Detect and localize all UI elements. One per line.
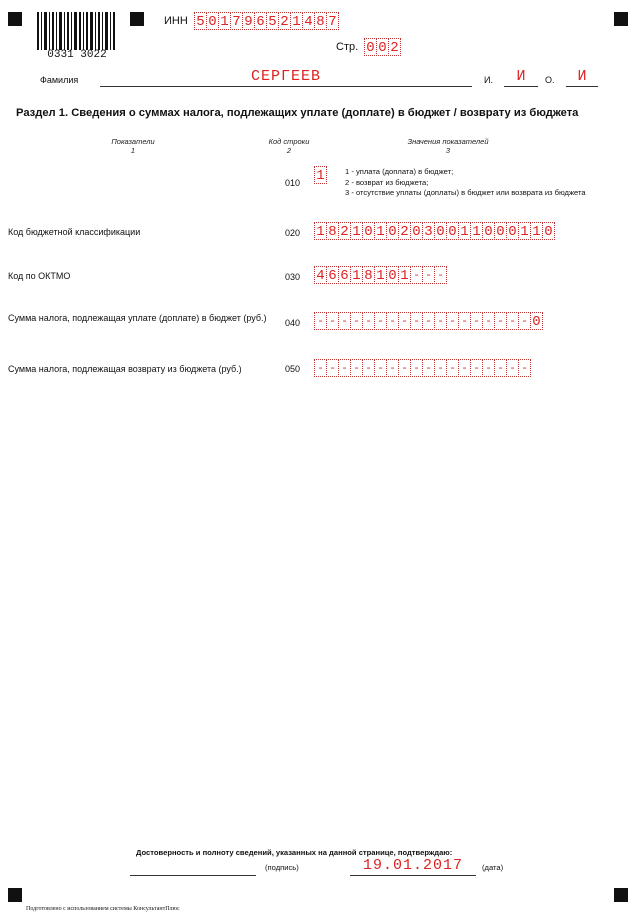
row-050-cell[interactable]: - [338, 359, 351, 377]
row-020-cell[interactable]: 0 [542, 222, 555, 240]
inn-cell[interactable]: 9 [242, 12, 255, 30]
row-050-cell[interactable]: - [470, 359, 483, 377]
row-030-cell[interactable]: - [434, 266, 447, 284]
initial-i-label: И. [484, 75, 493, 85]
row-050-cell[interactable]: - [374, 359, 387, 377]
row-040-cell[interactable]: - [518, 312, 531, 330]
inn-cell[interactable]: 1 [218, 12, 231, 30]
row-040-cell[interactable]: - [314, 312, 327, 330]
initial-o-value[interactable]: И [577, 68, 587, 85]
row-020-code: 020 [285, 228, 301, 238]
row-020-cell[interactable]: 2 [338, 222, 351, 240]
signature-label: (подпись) [265, 863, 299, 872]
row-030-code: 030 [285, 272, 301, 282]
row-020-cell[interactable]: 1 [518, 222, 531, 240]
date-value[interactable]: 19.01.2017 [362, 857, 463, 874]
row-040-cell[interactable]: - [458, 312, 471, 330]
row-020-cell[interactable]: 0 [362, 222, 375, 240]
row-040-cell[interactable]: - [494, 312, 507, 330]
row-050-cell[interactable]: - [494, 359, 507, 377]
row-050-cell[interactable]: - [518, 359, 531, 377]
row-040-cell[interactable]: - [422, 312, 435, 330]
row-010-code: 010 [285, 178, 301, 188]
prepared-note: Подготовлено с использованием системы КонсультантПлюс [26, 906, 180, 912]
row-040-cell[interactable]: - [350, 312, 363, 330]
inn-cell[interactable]: 0 [206, 12, 219, 30]
row-020-cell[interactable]: 0 [494, 222, 507, 240]
row-050-cell[interactable]: - [386, 359, 399, 377]
row-040-cell[interactable]: - [386, 312, 399, 330]
row-050-cell[interactable]: - [326, 359, 339, 377]
row-010-notes [345, 167, 586, 199]
corner-marker-top-mid [130, 12, 144, 26]
row-040-cell[interactable]: - [338, 312, 351, 330]
signature-line[interactable] [130, 875, 256, 876]
row-050-code: 050 [285, 364, 301, 374]
row-030-label: Код по ОКТМО [8, 271, 71, 281]
row-040-cell[interactable]: 0 [530, 312, 543, 330]
barcode-number: 0331 3022 [47, 49, 107, 61]
date-line [350, 875, 476, 876]
row-020-cell[interactable]: 1 [374, 222, 387, 240]
row-020-cell[interactable]: 1 [530, 222, 543, 240]
inn-field[interactable] [194, 12, 338, 30]
corner-marker-bottom-left [8, 888, 22, 902]
row-030-cell[interactable]: - [410, 266, 423, 284]
row-030-cell[interactable]: 1 [374, 266, 387, 284]
col-header-code [254, 137, 324, 155]
surname-label: Фамилия [40, 75, 79, 85]
row-040-label: Сумма налога, подлежащая уплате (доплате) в бюджет (руб.) [8, 313, 267, 323]
col-header-code-text: Код строки [268, 137, 310, 146]
initial-i-line [504, 86, 538, 87]
row-030-cell[interactable]: 6 [326, 266, 339, 284]
col-header-indicators-num: 1 [130, 146, 136, 155]
initial-o-label: О. [545, 75, 555, 85]
inn-cell[interactable]: 5 [266, 12, 279, 30]
row-010-note-1: 1 - уплата (доплата) в бюджет; [345, 167, 454, 176]
row-050-cell[interactable]: - [398, 359, 411, 377]
row-020-cell[interactable]: 0 [386, 222, 399, 240]
row-030-cell[interactable]: 1 [350, 266, 363, 284]
row-010-note-3: 3 - отсутствие уплаты (доплаты) в бюджет или возврата из бюджета [345, 188, 586, 197]
col-header-indicators [83, 137, 183, 155]
row-050-cell[interactable]: - [446, 359, 459, 377]
row-040-cell[interactable]: - [506, 312, 519, 330]
inn-label: ИНН [164, 15, 188, 27]
col-header-indicators-text: Показатели [111, 137, 155, 146]
row-050-cell[interactable]: - [506, 359, 519, 377]
corner-marker-top-left [8, 12, 22, 26]
row-050-cell[interactable]: - [482, 359, 495, 377]
row-030-cell[interactable]: 0 [386, 266, 399, 284]
date-label: (дата) [482, 863, 504, 872]
row-020-cell[interactable]: 0 [506, 222, 519, 240]
row-030-cell[interactable]: 1 [398, 266, 411, 284]
row-040-cell[interactable]: - [470, 312, 483, 330]
row-050-cell[interactable]: - [350, 359, 363, 377]
row-050-cell[interactable]: - [410, 359, 423, 377]
page-number-field[interactable] [364, 38, 400, 56]
inn-cell[interactable]: 1 [290, 12, 303, 30]
barcode [36, 12, 118, 61]
initial-o-line [566, 86, 598, 87]
row-040-cell[interactable]: - [446, 312, 459, 330]
row-030-cell[interactable]: 6 [338, 266, 351, 284]
row-030-cell[interactable]: 4 [314, 266, 327, 284]
row-040-cell[interactable]: - [326, 312, 339, 330]
row-020-cell[interactable]: 0 [410, 222, 423, 240]
row-030-value-field[interactable] [314, 266, 446, 284]
row-020-label: Код бюджетной классификации [8, 227, 141, 237]
confirm-text: Достоверность и полноту сведений, указанных на данной странице, подтверждаю: [136, 848, 453, 857]
row-030-cell[interactable]: - [422, 266, 435, 284]
row-040-code: 040 [285, 318, 301, 328]
row-020-cell[interactable]: 0 [446, 222, 459, 240]
row-050-cell[interactable]: - [314, 359, 327, 377]
row-040-cell[interactable]: - [374, 312, 387, 330]
row-020-cell[interactable]: 1 [314, 222, 327, 240]
row-020-value-field[interactable] [314, 222, 554, 240]
row-020-cell[interactable]: 3 [422, 222, 435, 240]
row-020-cell[interactable]: 1 [470, 222, 483, 240]
barcode-bars [36, 12, 118, 50]
inn-cell[interactable]: 5 [194, 12, 207, 30]
row-020-cell[interactable]: 1 [458, 222, 471, 240]
initial-i-value[interactable]: И [516, 68, 526, 85]
row-020-cell[interactable]: 0 [482, 222, 495, 240]
row-050-cell[interactable]: - [458, 359, 471, 377]
inn-cell[interactable]: 8 [314, 12, 327, 30]
inn-cell[interactable]: 7 [230, 12, 243, 30]
surname-line [100, 86, 472, 87]
surname-value[interactable]: СЕРГЕЕВ [250, 68, 321, 85]
row-020-cell[interactable]: 1 [350, 222, 363, 240]
col-header-values [388, 137, 508, 155]
row-010-value-field[interactable] [314, 166, 326, 184]
row-020-cell[interactable]: 8 [326, 222, 339, 240]
row-020-cell[interactable]: 0 [434, 222, 447, 240]
row-010-cell[interactable]: 1 [314, 166, 327, 184]
corner-marker-top-right [614, 12, 628, 26]
inn-cell[interactable]: 2 [278, 12, 291, 30]
row-050-label: Сумма налога, подлежащая возврату из бюджета (руб.) [8, 364, 242, 374]
inn-cell[interactable]: 4 [302, 12, 315, 30]
inn-cell[interactable]: 6 [254, 12, 267, 30]
row-040-cell[interactable]: - [410, 312, 423, 330]
page-cell[interactable]: 0 [376, 38, 389, 56]
corner-marker-bottom-right [614, 888, 628, 902]
row-050-cell[interactable]: - [422, 359, 435, 377]
row-040-cell[interactable]: - [398, 312, 411, 330]
page-label: Стр. [336, 41, 359, 53]
row-040-cell[interactable]: - [362, 312, 375, 330]
row-050-value-field[interactable] [314, 359, 530, 377]
col-header-values-num: 3 [445, 146, 451, 155]
col-header-values-text: Значения показателей [407, 137, 489, 146]
row-050-cell[interactable]: - [362, 359, 375, 377]
row-040-value-field[interactable] [314, 312, 542, 330]
row-020-cell[interactable]: 2 [398, 222, 411, 240]
col-header-code-num: 2 [286, 146, 292, 155]
row-010-note-2: 2 - возврат из бюджета; [345, 177, 429, 187]
row-040-cell[interactable]: - [482, 312, 495, 330]
page-cell[interactable]: 2 [388, 38, 401, 56]
row-030-cell[interactable]: 8 [362, 266, 375, 284]
section-title: Раздел 1. Сведения о суммах налога, подлежащих уплате (доплате) в бюджет / возврату из бюджета [16, 107, 579, 119]
inn-cell[interactable]: 7 [326, 12, 339, 30]
row-040-cell[interactable]: - [434, 312, 447, 330]
row-050-cell[interactable]: - [434, 359, 447, 377]
page-cell[interactable]: 0 [364, 38, 377, 56]
